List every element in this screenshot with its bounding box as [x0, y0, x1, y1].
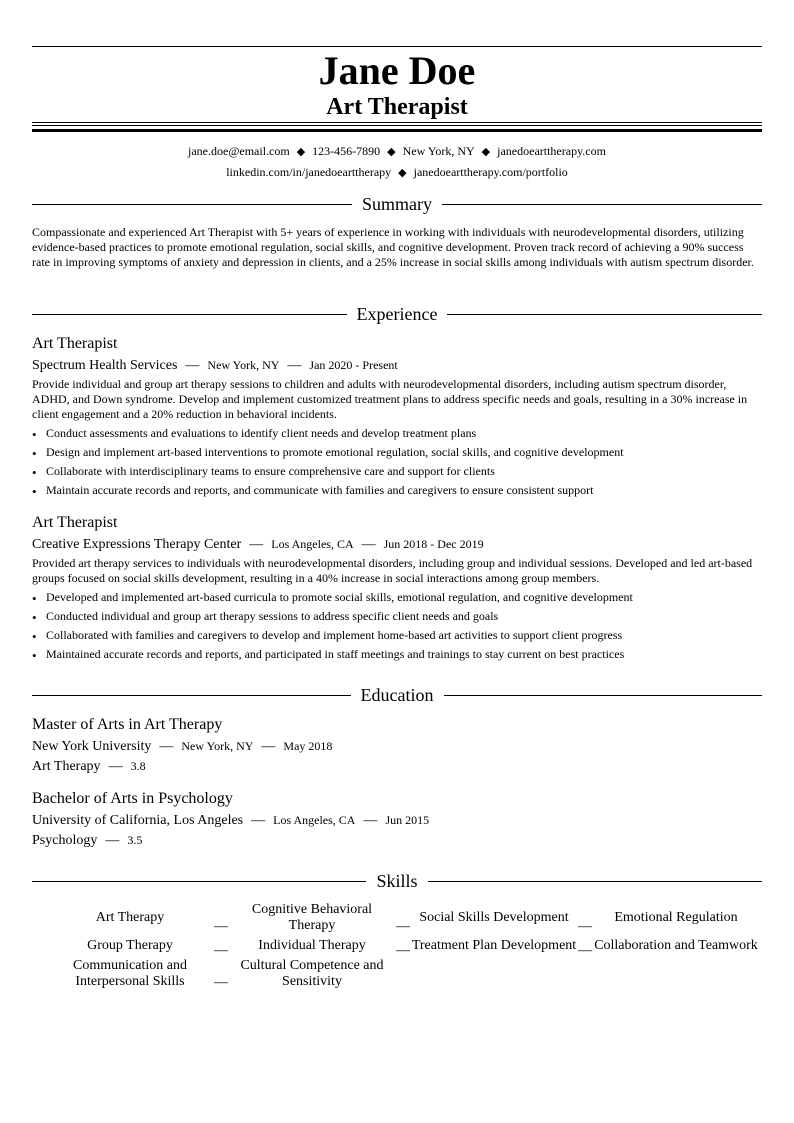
- job-1-description: Provide individual and group art therapy sessions to children and adults with neurodevelopmental disorders, including autism spectrum disorder, ADHD, and Down syndrome. Develop and implement customized treatment plans to address specific needs and goals, resulting in a 30% increase in client engagement and a 20% reduction in behavioral incidents.: [32, 377, 748, 421]
- summary-text: Compassionate and experienced Art Therapist with 5+ years of experience in working with individuals with neurodevelopmental disorders, utilizing evidence-based practices to promote emotional regulation, social skills, and cognitive development. Proven track record of achieving a 90% success rate in improving symptoms of anxiety and depression in clients, and a 25% increase in social skills among individuals with autism spectrum disorder.: [32, 225, 754, 269]
- skills-row: [46, 958, 766, 990]
- education-heading-text: Education: [360, 685, 434, 705]
- list-item: • Collaborated with families and caregivers to develop and implement home-based art activities to support client progress: [32, 626, 762, 645]
- skill-item: Social Skills Development: [419, 910, 569, 925]
- candidate-title: Art Therapist: [326, 94, 468, 120]
- skill-item: Emotional Regulation: [614, 910, 738, 925]
- job-1-company: Spectrum Health Services: [32, 358, 178, 373]
- skill-item: Art Therapy: [95, 910, 165, 925]
- experience-heading: [32, 303, 762, 325]
- list-item: • Maintain accurate records and reports, and communicate with families and caregivers to ensure consistent support: [32, 481, 762, 500]
- dash-separator: —: [214, 943, 228, 958]
- degree-1-title: Master of Arts in Art Therapy: [32, 716, 223, 733]
- contact-location: New York, NY: [402, 144, 475, 158]
- contact-email[interactable]: jane.doe@email.com: [188, 144, 290, 158]
- job-1-meta: Spectrum Health Services — New York, NY — Jan 2020 - Present: [32, 358, 398, 373]
- degree-1-field: Art Therapy: [32, 759, 101, 774]
- dash-separator: —: [396, 919, 410, 934]
- skills-row: [46, 902, 766, 934]
- job-1-location: New York, NY: [207, 358, 280, 372]
- summary-heading-text: Summary: [362, 194, 432, 214]
- skill-item: Individual Therapy: [258, 938, 366, 953]
- degree-2-field: Psychology: [32, 833, 98, 848]
- list-item: • Design and implement art-based interventions to promote emotional regulation, social skills, and cognitive development: [32, 443, 762, 462]
- job-2-company: Creative Expressions Therapy Center: [32, 537, 242, 552]
- degree-2-location: Los Angeles, CA: [273, 813, 356, 827]
- contact-linkedin[interactable]: linkedin.com/in/janedoearttherapy: [226, 165, 392, 179]
- contact-portfolio[interactable]: janedoearttherapy.com/portfolio: [413, 165, 568, 179]
- job-2-description: Provided art therapy services to individuals with neurodevelopmental disorders, including group and individual sessions. Developed and led art-based groups focused on social skills development, resulting in a 40% increase in social interactions among group members.: [32, 556, 753, 585]
- diamond-separator-icon: ◆: [398, 167, 407, 179]
- skills-grid: [46, 902, 766, 990]
- header-rule-thin-2: [32, 125, 762, 126]
- header-top-rule: [32, 46, 762, 47]
- contact-website[interactable]: janedoearttherapy.com: [497, 144, 606, 158]
- job-2-dates: Jun 2018 - Dec 2019: [383, 537, 484, 551]
- degree-2-meta: University of California, Los Angeles — Los Angeles, CA — Jun 2015: [32, 813, 430, 828]
- diamond-separator-icon: ◆: [387, 146, 396, 158]
- list-item: • Collaborate with interdisciplinary teams to ensure comprehensive care and support for clients: [32, 462, 762, 481]
- degree-1-gpa: 3.8: [130, 759, 146, 773]
- skills-row: [46, 934, 766, 958]
- list-item: • Maintained accurate records and reports, and participated in staff meetings and trainings to stay current on best practices: [32, 645, 762, 664]
- degree-2-title: Bachelor of Arts in Psychology: [32, 790, 233, 807]
- degree-1-meta: New York University — New York, NY — May 2018: [32, 739, 333, 754]
- candidate-name: Jane Doe: [318, 48, 476, 93]
- job-2-bullets: [32, 588, 762, 664]
- dash-separator: —: [578, 943, 592, 958]
- degree-1-date: May 2018: [283, 739, 333, 753]
- job-2-title: Art Therapist: [32, 514, 118, 531]
- diamond-separator-icon: ◆: [296, 146, 306, 158]
- degree-2-school: University of California, Los Angeles: [32, 813, 244, 828]
- header-rule-thin-1: [32, 122, 762, 123]
- skill-item: Treatment Plan Development: [411, 938, 577, 953]
- job-1-bullets: [32, 424, 762, 500]
- summary-heading: [32, 193, 762, 215]
- skill-item: Cognitive Behavioral Therapy: [251, 902, 373, 933]
- degree-2-field-row: Psychology — 3.5: [32, 833, 143, 848]
- diamond-separator-icon: ◆: [481, 146, 491, 158]
- job-2-location: Los Angeles, CA: [271, 537, 354, 551]
- list-item: • Conducted individual and group art therapy sessions to address specific client needs and goals: [32, 607, 762, 626]
- list-item: • Developed and implemented art-based curricula to promote social skills, emotional regulation, and cognitive development: [32, 588, 762, 607]
- contact-phone[interactable]: 123-456-7890: [312, 144, 381, 158]
- skills-heading: [32, 870, 762, 892]
- education-heading: [32, 684, 762, 706]
- job-2-meta: Creative Expressions Therapy Center — Los Angeles, CA — Jun 2018 - Dec 2019: [32, 537, 484, 552]
- skill-item: Collaboration and Teamwork: [594, 938, 758, 953]
- job-1-title: Art Therapist: [32, 335, 118, 352]
- skill-item: Cultural Competence and Sensitivity: [240, 958, 384, 989]
- job-1-dates: Jan 2020 - Present: [309, 358, 398, 372]
- degree-1-school: New York University: [32, 739, 152, 754]
- dash-separator: —: [214, 975, 228, 990]
- degree-2-date: Jun 2015: [385, 813, 430, 827]
- experience-heading-text: Experience: [356, 304, 438, 324]
- dash-separator: —: [578, 919, 592, 934]
- contact-line-2: [32, 165, 762, 180]
- contact-line-1: [32, 144, 762, 159]
- list-item: • Conduct assessments and evaluations to identify client needs and develop treatment plans: [32, 424, 762, 443]
- degree-2-gpa: 3.5: [127, 833, 143, 847]
- degree-1-location: New York, NY: [181, 739, 254, 753]
- header-rule-thick: [32, 129, 762, 132]
- skill-item: Communication and Interpersonal Skills: [73, 958, 187, 989]
- skills-heading-text: Skills: [376, 871, 418, 891]
- skill-item: Group Therapy: [87, 938, 173, 953]
- dash-separator: —: [214, 919, 228, 934]
- degree-1-field-row: Art Therapy — 3.8: [32, 759, 146, 774]
- dash-separator: —: [396, 943, 410, 958]
